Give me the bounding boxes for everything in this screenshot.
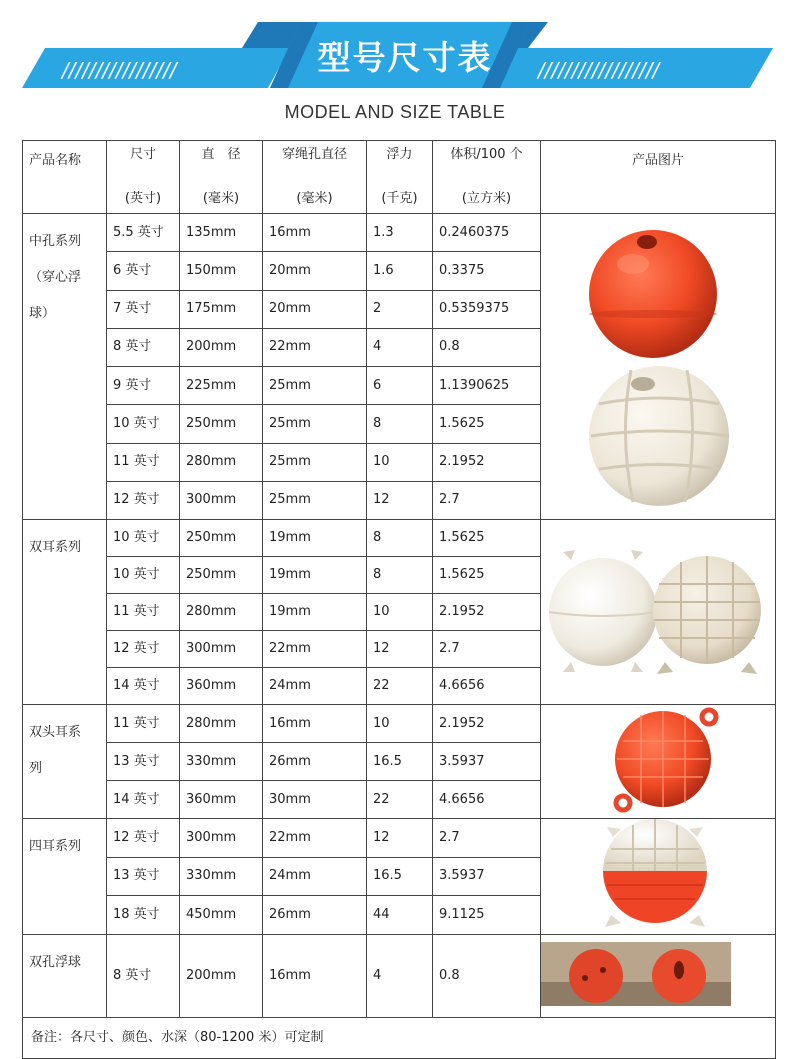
header-banner: [0, 0, 790, 140]
orange-center-hole-buoy: [589, 230, 717, 358]
diameter-cell: 150mm: [180, 252, 263, 290]
hole-diameter-cell: 26mm: [263, 896, 367, 935]
volume-cell: 0.3375: [433, 252, 541, 290]
size-cell: 8 英寸: [107, 328, 180, 366]
diameter-cell: 280mm: [180, 594, 263, 631]
hole-diameter-cell: 22mm: [263, 819, 367, 858]
series-name-line: 双孔浮球: [29, 955, 82, 970]
buoyancy-cell: 10: [367, 443, 433, 481]
size-cell: 14 英寸: [107, 781, 180, 819]
volume-cell: 1.5625: [433, 557, 541, 594]
buoyancy-cell: 16.5: [367, 857, 433, 896]
volume-cell: 2.7: [433, 819, 541, 858]
header-size: 尺寸 (英寸): [107, 141, 180, 214]
hole-diameter-cell: 24mm: [263, 668, 367, 705]
buoyancy-cell: 4: [367, 328, 433, 366]
buoyancy-cell: 16.5: [367, 743, 433, 781]
size-cell: 8 英寸: [107, 935, 180, 1018]
size-cell: 11 英寸: [107, 705, 180, 743]
diameter-cell: 175mm: [180, 290, 263, 328]
page-title: 型号尺寸表: [317, 38, 493, 77]
volume-cell: 1.1390625: [433, 367, 541, 405]
banner-right-stripes: //////////////////: [538, 58, 660, 82]
diameter-cell: 360mm: [180, 668, 263, 705]
diameter-cell: 300mm: [180, 819, 263, 858]
size-cell: 11 英寸: [107, 443, 180, 481]
diameter-cell: 135mm: [180, 214, 263, 252]
diameter-cell: 200mm: [180, 328, 263, 366]
page-subtitle: MODEL AND SIZE TABLE: [284, 102, 506, 122]
hole-diameter-cell: 22mm: [263, 328, 367, 366]
hole-diameter-cell: 22mm: [263, 631, 367, 668]
buoyancy-cell: 8: [367, 520, 433, 557]
note-text: 备注：各尺寸、颜色、水深（80-1200 米）可定制: [23, 1018, 776, 1059]
left-double-hole-buoy: [569, 949, 623, 1003]
header-name: 产品名称: [23, 141, 107, 214]
series-name-line: 双头耳系: [29, 725, 82, 740]
cream-center-hole-buoy: [589, 366, 729, 506]
series-name-line: 双耳系列: [29, 540, 82, 555]
series-name-line: （穿心浮: [29, 270, 82, 285]
size-cell: 5.5 英寸: [107, 214, 180, 252]
diameter-cell: 225mm: [180, 367, 263, 405]
diameter-cell: 250mm: [180, 405, 263, 443]
buoyancy-cell: 22: [367, 668, 433, 705]
size-cell: 7 英寸: [107, 290, 180, 328]
size-cell: 12 英寸: [107, 819, 180, 858]
diameter-cell: 280mm: [180, 443, 263, 481]
volume-cell: 0.2460375: [433, 214, 541, 252]
buoyancy-cell: 12: [367, 631, 433, 668]
center-hole-buoys-image: [541, 214, 766, 514]
size-cell: 13 英寸: [107, 743, 180, 781]
product-image-cell: [541, 705, 776, 819]
product-image-cell: [541, 819, 776, 935]
volume-cell: 9.1125: [433, 896, 541, 935]
table-row: [23, 214, 776, 252]
volume-cell: 2.1952: [433, 443, 541, 481]
hole-diameter-cell: 26mm: [263, 743, 367, 781]
hole-diameter-cell: 16mm: [263, 705, 367, 743]
volume-cell: 3.5937: [433, 743, 541, 781]
hole-diameter-cell: 20mm: [263, 252, 367, 290]
diameter-cell: 300mm: [180, 631, 263, 668]
diameter-cell: 250mm: [180, 520, 263, 557]
volume-cell: 0.8: [433, 328, 541, 366]
table-row: [23, 705, 776, 743]
size-cell: 18 英寸: [107, 896, 180, 935]
header-image: 产品图片: [541, 141, 776, 214]
size-cell: 13 英寸: [107, 857, 180, 896]
hole-diameter-cell: 25mm: [263, 405, 367, 443]
buoyancy-cell: 8: [367, 405, 433, 443]
volume-cell: 1.5625: [433, 520, 541, 557]
buoyancy-cell: 2: [367, 290, 433, 328]
series-name-cell: [23, 520, 107, 705]
header-hole: 穿绳孔直径 (毫米): [263, 141, 367, 214]
diameter-cell: 330mm: [180, 743, 263, 781]
size-cell: 10 英寸: [107, 557, 180, 594]
buoyancy-cell: 10: [367, 594, 433, 631]
diameter-cell: 250mm: [180, 557, 263, 594]
diameter-cell: 450mm: [180, 896, 263, 935]
diameter-cell: 200mm: [180, 935, 263, 1018]
buoyancy-cell: 12: [367, 819, 433, 858]
diameter-cell: 280mm: [180, 705, 263, 743]
banner-left-stripes: /////////////////: [62, 58, 177, 82]
table-header-row: [23, 141, 776, 214]
header-diameter: 直 径 (毫米): [180, 141, 263, 214]
hole-diameter-cell: 16mm: [263, 935, 367, 1018]
series-name-cell: [23, 705, 107, 819]
volume-cell: 2.7: [433, 481, 541, 519]
series-name-cell: [23, 935, 107, 1018]
hole-diameter-cell: 19mm: [263, 594, 367, 631]
volume-cell: 0.8: [433, 935, 541, 1018]
volume-cell: 4.6656: [433, 668, 541, 705]
double-hole-buoys-photo: [541, 942, 731, 1006]
diameter-cell: 360mm: [180, 781, 263, 819]
size-cell: 10 英寸: [107, 405, 180, 443]
buoyancy-cell: 4: [367, 935, 433, 1018]
orange-double-head-ear-buoy: [615, 710, 716, 810]
series-name-line: 球）: [29, 306, 56, 321]
double-head-ear-buoy-image: [541, 705, 766, 813]
table-row: [23, 819, 776, 858]
note-row: [23, 1018, 776, 1059]
hole-diameter-cell: 20mm: [263, 290, 367, 328]
header-volume: 体积/100 个 (立方米): [433, 141, 541, 214]
cream-orange-four-ear-buoy: [603, 819, 707, 927]
product-image-cell: [541, 935, 776, 1018]
hole-diameter-cell: 24mm: [263, 857, 367, 896]
size-cell: 12 英寸: [107, 481, 180, 519]
volume-cell: 4.6656: [433, 781, 541, 819]
volume-cell: 2.7: [433, 631, 541, 668]
hole-diameter-cell: 16mm: [263, 214, 367, 252]
size-cell: 9 英寸: [107, 367, 180, 405]
volume-cell: 2.1952: [433, 594, 541, 631]
series-name-cell: [23, 819, 107, 935]
volume-cell: 2.1952: [433, 705, 541, 743]
series-name-cell: [23, 214, 107, 520]
buoyancy-cell: 12: [367, 481, 433, 519]
series-name-line: 中孔系列: [29, 234, 82, 249]
hole-diameter-cell: 30mm: [263, 781, 367, 819]
volume-cell: 1.5625: [433, 405, 541, 443]
buoyancy-cell: 22: [367, 781, 433, 819]
hole-diameter-cell: 19mm: [263, 520, 367, 557]
buoyancy-cell: 6: [367, 367, 433, 405]
ribbed-double-ear-buoy: [653, 556, 761, 674]
size-cell: 14 英寸: [107, 668, 180, 705]
right-double-hole-buoy: [652, 949, 706, 1003]
volume-cell: 3.5937: [433, 857, 541, 896]
hole-diameter-cell: 25mm: [263, 443, 367, 481]
buoyancy-cell: 8: [367, 557, 433, 594]
size-cell: 6 英寸: [107, 252, 180, 290]
size-cell: 12 英寸: [107, 631, 180, 668]
volume-cell: 0.5359375: [433, 290, 541, 328]
size-cell: 11 英寸: [107, 594, 180, 631]
buoyancy-cell: 1.6: [367, 252, 433, 290]
model-size-table: [22, 140, 776, 1059]
hole-diameter-cell: 19mm: [263, 557, 367, 594]
buoyancy-cell: 10: [367, 705, 433, 743]
header-buoyancy: 浮力 (千克): [367, 141, 433, 214]
hole-diameter-cell: 25mm: [263, 367, 367, 405]
series-name-line: 列: [29, 761, 43, 776]
diameter-cell: 330mm: [180, 857, 263, 896]
buoyancy-cell: 44: [367, 896, 433, 935]
double-ear-buoys-image: [541, 522, 766, 697]
size-cell: 10 英寸: [107, 520, 180, 557]
hole-diameter-cell: 25mm: [263, 481, 367, 519]
plain-double-ear-buoy: [549, 550, 657, 672]
table-row: [23, 935, 776, 1018]
product-image-cell: [541, 520, 776, 705]
product-image-cell: [541, 214, 776, 520]
series-name-line: 四耳系列: [29, 839, 82, 854]
buoyancy-cell: 1.3: [367, 214, 433, 252]
table-row: [23, 520, 776, 557]
diameter-cell: 300mm: [180, 481, 263, 519]
four-ear-buoy-image: [541, 819, 766, 929]
